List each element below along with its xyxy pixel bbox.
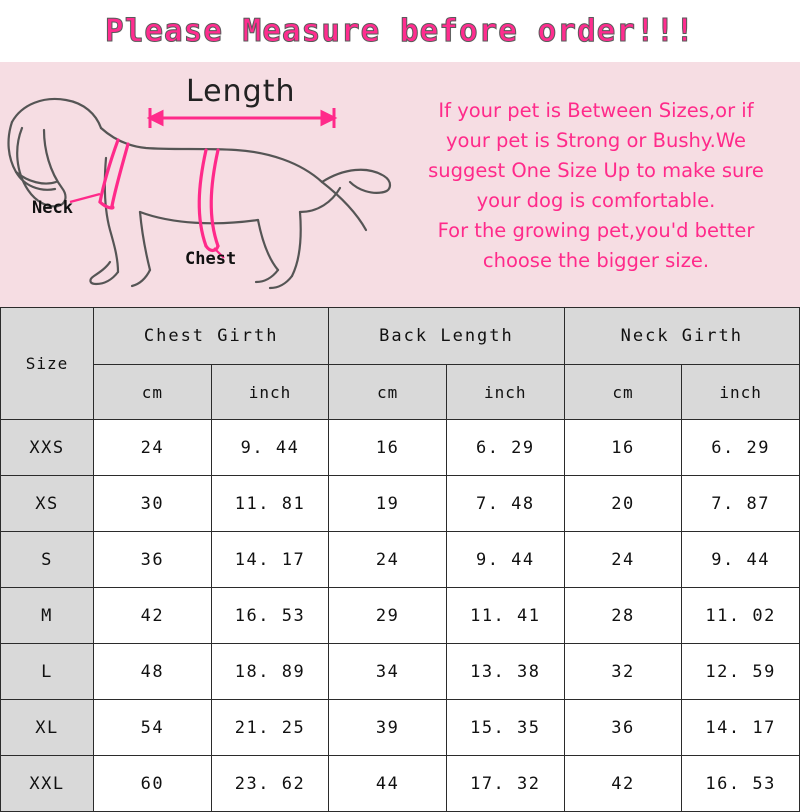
row-back-cm: 29 xyxy=(329,588,447,644)
table-row xyxy=(1,476,800,532)
note-line-3: suggest One Size Up to make sure xyxy=(428,158,764,182)
row-back-inch: 13. 38 xyxy=(446,644,564,700)
row-neck-inch: 9. 44 xyxy=(682,532,800,588)
row-size: XXL xyxy=(1,756,94,812)
table-row xyxy=(1,700,800,756)
header-back-cm: cm xyxy=(329,365,447,420)
row-back-cm: 24 xyxy=(329,532,447,588)
row-neck-inch: 12. 59 xyxy=(682,644,800,700)
row-back-inch: 17. 32 xyxy=(446,756,564,812)
row-chest-cm: 48 xyxy=(94,644,212,700)
row-back-cm: 16 xyxy=(329,420,447,476)
neck-label: Neck xyxy=(32,198,73,218)
row-chest-inch: 11. 81 xyxy=(211,476,329,532)
row-neck-cm: 16 xyxy=(564,420,682,476)
table-row xyxy=(1,644,800,700)
row-neck-inch: 6. 29 xyxy=(682,420,800,476)
header-back-inch: inch xyxy=(446,365,564,420)
table-row xyxy=(1,756,800,812)
row-neck-cm: 42 xyxy=(564,756,682,812)
row-chest-cm: 42 xyxy=(94,588,212,644)
row-chest-inch: 23. 62 xyxy=(211,756,329,812)
table-row xyxy=(1,420,800,476)
header-chest-girth: Chest Girth xyxy=(94,308,329,365)
header-neck-girth: Neck Girth xyxy=(564,308,799,365)
header-neck-cm: cm xyxy=(564,365,682,420)
row-neck-cm: 24 xyxy=(564,532,682,588)
row-size: S xyxy=(1,532,94,588)
row-back-inch: 15. 35 xyxy=(446,700,564,756)
header-size: Size xyxy=(1,308,94,420)
page-title: Please Measure before order!!! xyxy=(105,13,695,49)
note-line-5: For the growing pet,you'd better xyxy=(437,218,755,242)
row-neck-cm: 36 xyxy=(564,700,682,756)
note-line-6: choose the bigger size. xyxy=(482,248,710,272)
header-chest-inch: inch xyxy=(211,365,329,420)
row-neck-inch: 7. 87 xyxy=(682,476,800,532)
size-chart-table xyxy=(0,307,800,812)
row-size: M xyxy=(1,588,94,644)
row-chest-cm: 36 xyxy=(94,532,212,588)
row-back-cm: 39 xyxy=(329,700,447,756)
row-back-inch: 11. 41 xyxy=(446,588,564,644)
row-back-cm: 44 xyxy=(329,756,447,812)
info-panel xyxy=(0,62,800,307)
row-back-inch: 7. 48 xyxy=(446,476,564,532)
row-back-cm: 19 xyxy=(329,476,447,532)
table-row xyxy=(1,532,800,588)
row-chest-inch: 18. 89 xyxy=(211,644,329,700)
row-chest-inch: 21. 25 xyxy=(211,700,329,756)
row-back-inch: 6. 29 xyxy=(446,420,564,476)
note-line-1: If your pet is Between Sizes,or if xyxy=(438,98,754,122)
row-chest-inch: 16. 53 xyxy=(211,588,329,644)
row-size: XL xyxy=(1,700,94,756)
table-body xyxy=(1,420,800,812)
row-neck-cm: 32 xyxy=(564,644,682,700)
length-label: Length xyxy=(186,74,296,109)
header-back-length: Back Length xyxy=(329,308,564,365)
row-chest-cm: 60 xyxy=(94,756,212,812)
row-neck-cm: 28 xyxy=(564,588,682,644)
row-chest-cm: 24 xyxy=(94,420,212,476)
row-neck-cm: 20 xyxy=(564,476,682,532)
table-header xyxy=(1,308,800,420)
row-neck-inch: 16. 53 xyxy=(682,756,800,812)
row-size: XXS xyxy=(1,420,94,476)
row-back-cm: 34 xyxy=(329,644,447,700)
header-chest-cm: cm xyxy=(94,365,212,420)
row-neck-inch: 14. 17 xyxy=(682,700,800,756)
note-line-4: your dog is comfortable. xyxy=(476,188,716,212)
row-chest-cm: 30 xyxy=(94,476,212,532)
table-row xyxy=(1,588,800,644)
sizing-advice-note xyxy=(396,62,800,307)
row-chest-inch: 9. 44 xyxy=(211,420,329,476)
title-bar xyxy=(0,0,800,62)
table-header-row-groups xyxy=(1,308,800,365)
chest-label: Chest xyxy=(185,249,237,269)
row-size: XS xyxy=(1,476,94,532)
header-neck-inch: inch xyxy=(682,365,800,420)
row-neck-inch: 11. 02 xyxy=(682,588,800,644)
row-chest-cm: 54 xyxy=(94,700,212,756)
note-line-2: your pet is Strong or Bushy.We xyxy=(445,128,746,152)
row-back-inch: 9. 44 xyxy=(446,532,564,588)
dog-measurement-illustration xyxy=(0,62,396,307)
table-header-row-units xyxy=(1,365,800,420)
row-chest-inch: 14. 17 xyxy=(211,532,329,588)
row-size: L xyxy=(1,644,94,700)
